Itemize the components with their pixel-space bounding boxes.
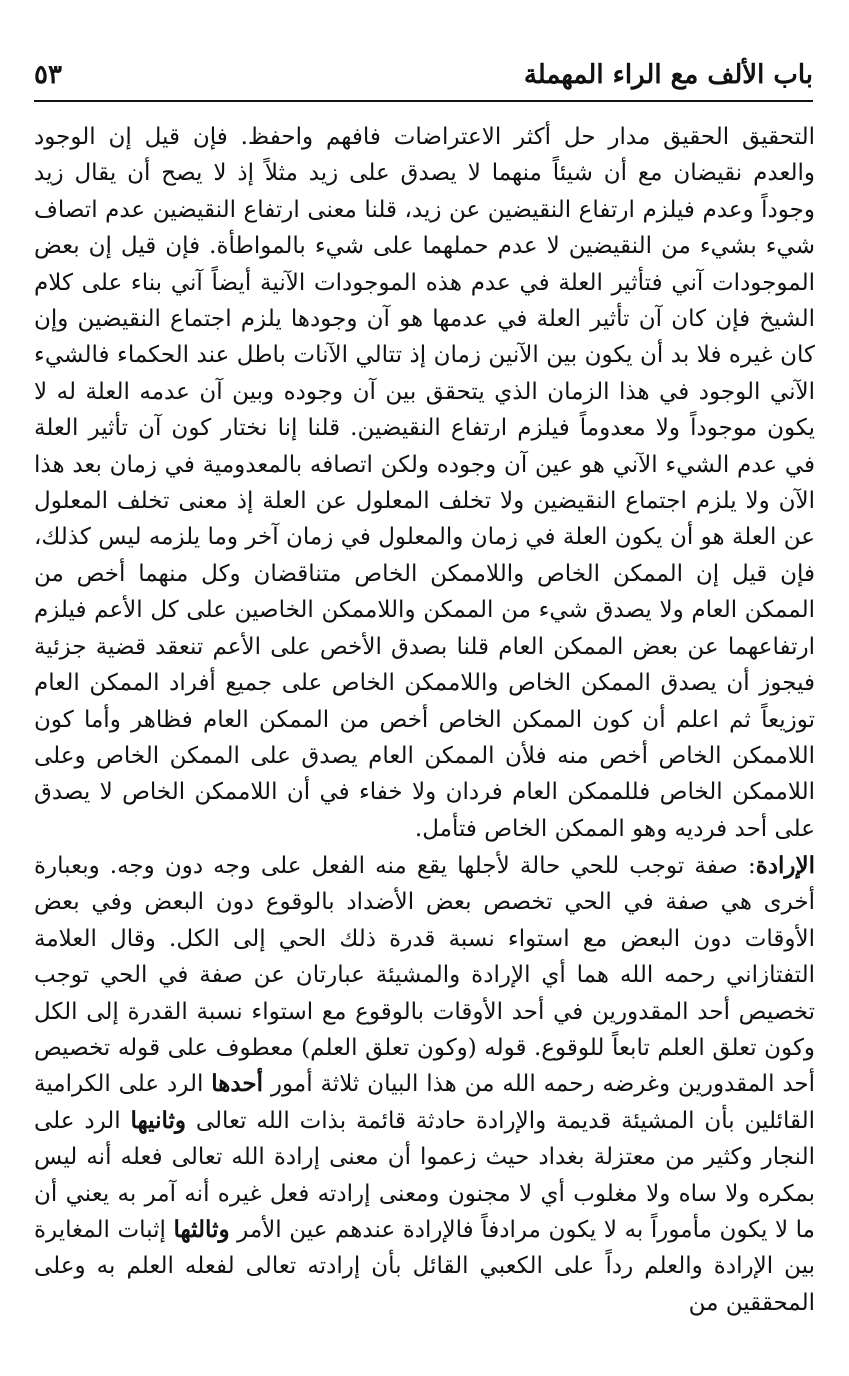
paragraph-2-iraada [34,848,815,1321]
paragraph-2-text-3: الرد على النجار وكثير من معتزلة بغداد حيث زعموا أن معنى إرادة الله تعالى فعله أنه ليس بمكره ولا ساه ولا مغلوب أي لا مجنون ومعنى إرادته فعل غيره أنه آمر به يعني أن ما لا يكون مأموراً به لا يكون مرادفاً فالإرادة عندهم عين الأمر [34,1107,815,1244]
page-header [34,54,813,98]
marker-second: وثانيها [130,1106,187,1134]
marker-first: أحدها [211,1070,264,1098]
paragraph-1: التحقيق الحقيق مدار حل أكثر الاعتراضات فافهم واحفظ. فإن قيل إن الوجود والعدم نقيضان مع أن شيئاً منهما لا يصدق على زيد مثلاً إذ لا يصح أن يقال زيد وجوداً وعدم فيلزم ارتفاع النقيضين عن زيد، قلنا معنى ارتفاع النقيضين عدم اتصاف شيء بشيء من النقيضين لا عدم حملهما على شيء بالمواطأة. فإن قيل إن بعض الموجودات آني فتأثير العلة في عدم هذه الموجودات الآنية أيضاً آني بناء على كلام الشيخ فإن كان آن تأثير العلة في عدمها هو آن وجودها يلزم اجتماع النقيضين وإن كان غيره فلا بد أن يكون بين الآنين زمان إذ تتالي الآنات باطل عند الحكماء فالشيء الآني الوجود في هذا الزمان الذي يتحقق بين آن وجوده وبين آن عدمه العلة له لا يكون موجوداً ولا معدوماً فيلزم ارتفاع النقيضين. قلنا إنا نختار كون آن تأثير العلة في عدم الشيء الآني هو عين آن وجوده ولكن اتصافه بالمعدومية في زمان بعد هذا الآن ولا يلزم اجتماع النقيضين ولا تخلف المعلول عن العلة إذ معنى تخلف المعلول عن العلة هو أن يكون العلة في زمان والمعلول في زمان آخر وما يلزمه ليس كذلك، فإن قيل إن الممكن الخاص واللاممكن الخاص متناقضان وكل منهما أخص من الممكن العام ولا يصدق شيء من الممكن واللاممكن الخاصين على كل الأعم فيلزم ارتفاعهما عن بعض الممكن العام قلنا بصدق الأخص على الأعم تنعقد قضية جزئية فيجوز أن يصدق الممكن الخاص واللاممكن الخاص على جميع أفراد الممكن العام توزيعاً ثم اعلم أن كون الممكن الخاص أخص من الممكن العام فظاهر وأما كون اللاممكن الخاص أخص منه فلأن الممكن العام يصدق على الممكن الخاص وعلى اللاممكن الخاص فللممكن العام فردان ولا خفاء في أن اللاممكن الخاص لا يصدق على أحد فرديه وهو الممكن الخاص فتأمل. [34,124,815,842]
header-rule [34,100,813,102]
entry-term: الإرادة [755,852,815,879]
paragraph-2-text-1: : صفة توجب للحي حالة لأجلها يقع منه الفعل على وجه دون وجه. وبعبارة أخرى هي صفة في الحي تخصص بعض الأضداد بالوقوع دون البعض وفي بعض الأوقات دون البعض مع استواء نسبة قدرة ذلك الحي إلى الكل. وقال العلامة التفتازاني رحمه الله هما أي الإرادة والمشيئة عبارتان عن صفة في الحي توجب تخصيص أحد المقدورين في أحد الأوقات بالوقوع مع استواء نسبة القدرة إلى الكل وكون تعلق العلم تابعاً للوقوع. قوله (وكون تعلق العلم) معطوف على قوله تخصيص أحد المقدورين وغرضه رحمه الله من هذا البيان ثلاثة أمور [34,853,816,1098]
marker-third: وثالثها [173,1216,230,1244]
running-title: باب الألف مع الراء المهملة [523,60,813,90]
page-number: ٥٣ [34,60,62,90]
paragraph-2-text-2: الرد على الكرامية القائلين بأن المشيئة قديمة والإرادة حادثة قائمة بذات الله تعالى [34,1071,815,1134]
paragraph-2-text-4: إثبات المغايرة بين الإرادة والعلم رداً على الكعبي القائل بأن إرادته تعالى لفعله العلم به وعلى المحققين من [34,1217,815,1316]
